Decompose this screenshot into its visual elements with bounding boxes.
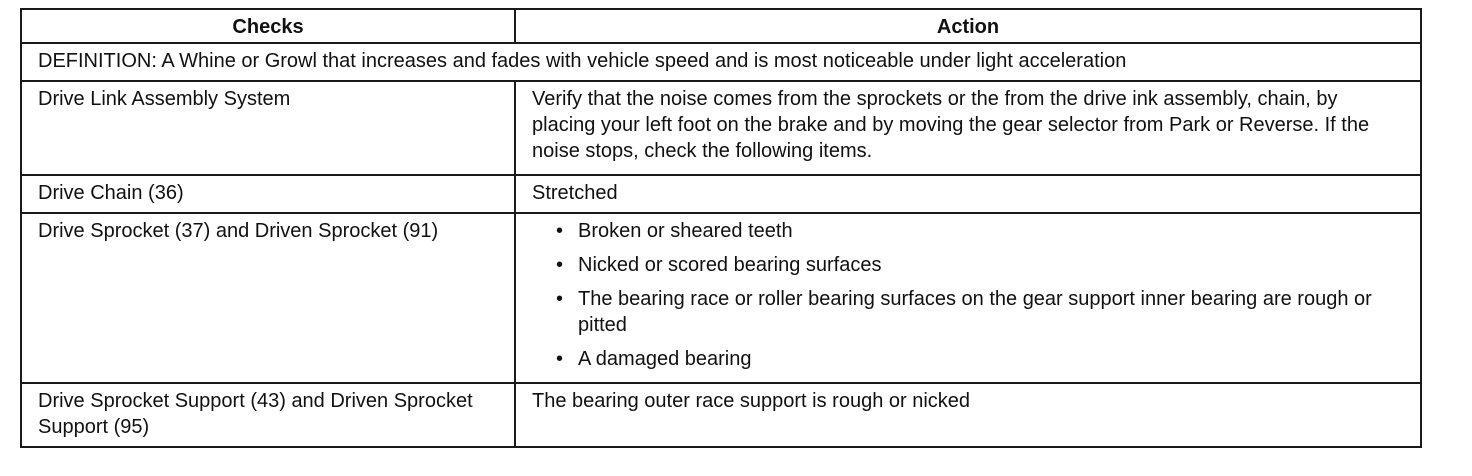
list-item-text: Nicked or scored bearing surfaces: [578, 254, 882, 276]
table-row: [21, 175, 1421, 213]
action-cell: The bearing outer race support is rough or nicked: [515, 383, 1421, 447]
bullet-icon: •: [556, 348, 564, 370]
table-row: [21, 383, 1421, 447]
bullet-icon: •: [556, 254, 564, 276]
table-row: [21, 213, 1421, 383]
list-item-text: The bearing race or roller bearing surfaces on the gear support inner bearing are rough or pitted: [578, 288, 1372, 336]
check-cell: Drive Sprocket Support (43) and Driven Sprocket Support (95): [21, 383, 515, 447]
bullet-icon: •: [556, 288, 564, 310]
bullet-list: [532, 218, 1404, 372]
definition-row: [21, 43, 1421, 81]
action-cell: [515, 213, 1421, 383]
action-cell: Stretched: [515, 175, 1421, 213]
definition-text: DEFINITION: A Whine or Growl that increases and fades with vehicle speed and is most noticeable under light acceleration: [21, 43, 1421, 81]
list-item: [552, 286, 1404, 338]
header-checks: Checks: [21, 9, 515, 43]
diagnostic-table: [20, 8, 1422, 448]
list-item: [552, 252, 1404, 278]
table-row: [21, 81, 1421, 175]
bullet-icon: •: [556, 220, 564, 242]
diagnostic-table-container: [20, 8, 1420, 448]
header-action: Action: [515, 9, 1421, 43]
list-item: [552, 346, 1404, 372]
action-cell: Verify that the noise comes from the sprockets or the from the drive ink assembly, chain, by placing your left foot on the brake and by moving the gear selector from Park or Reverse. If the noise stops, check the following items.: [515, 81, 1421, 175]
table-header-row: [21, 9, 1421, 43]
check-cell: Drive Chain (36): [21, 175, 515, 213]
list-item: [552, 218, 1404, 244]
list-item-text: Broken or sheared teeth: [578, 220, 793, 242]
check-cell: Drive Sprocket (37) and Driven Sprocket (91): [21, 213, 515, 383]
check-cell: Drive Link Assembly System: [21, 81, 515, 175]
list-item-text: A damaged bearing: [578, 348, 752, 370]
